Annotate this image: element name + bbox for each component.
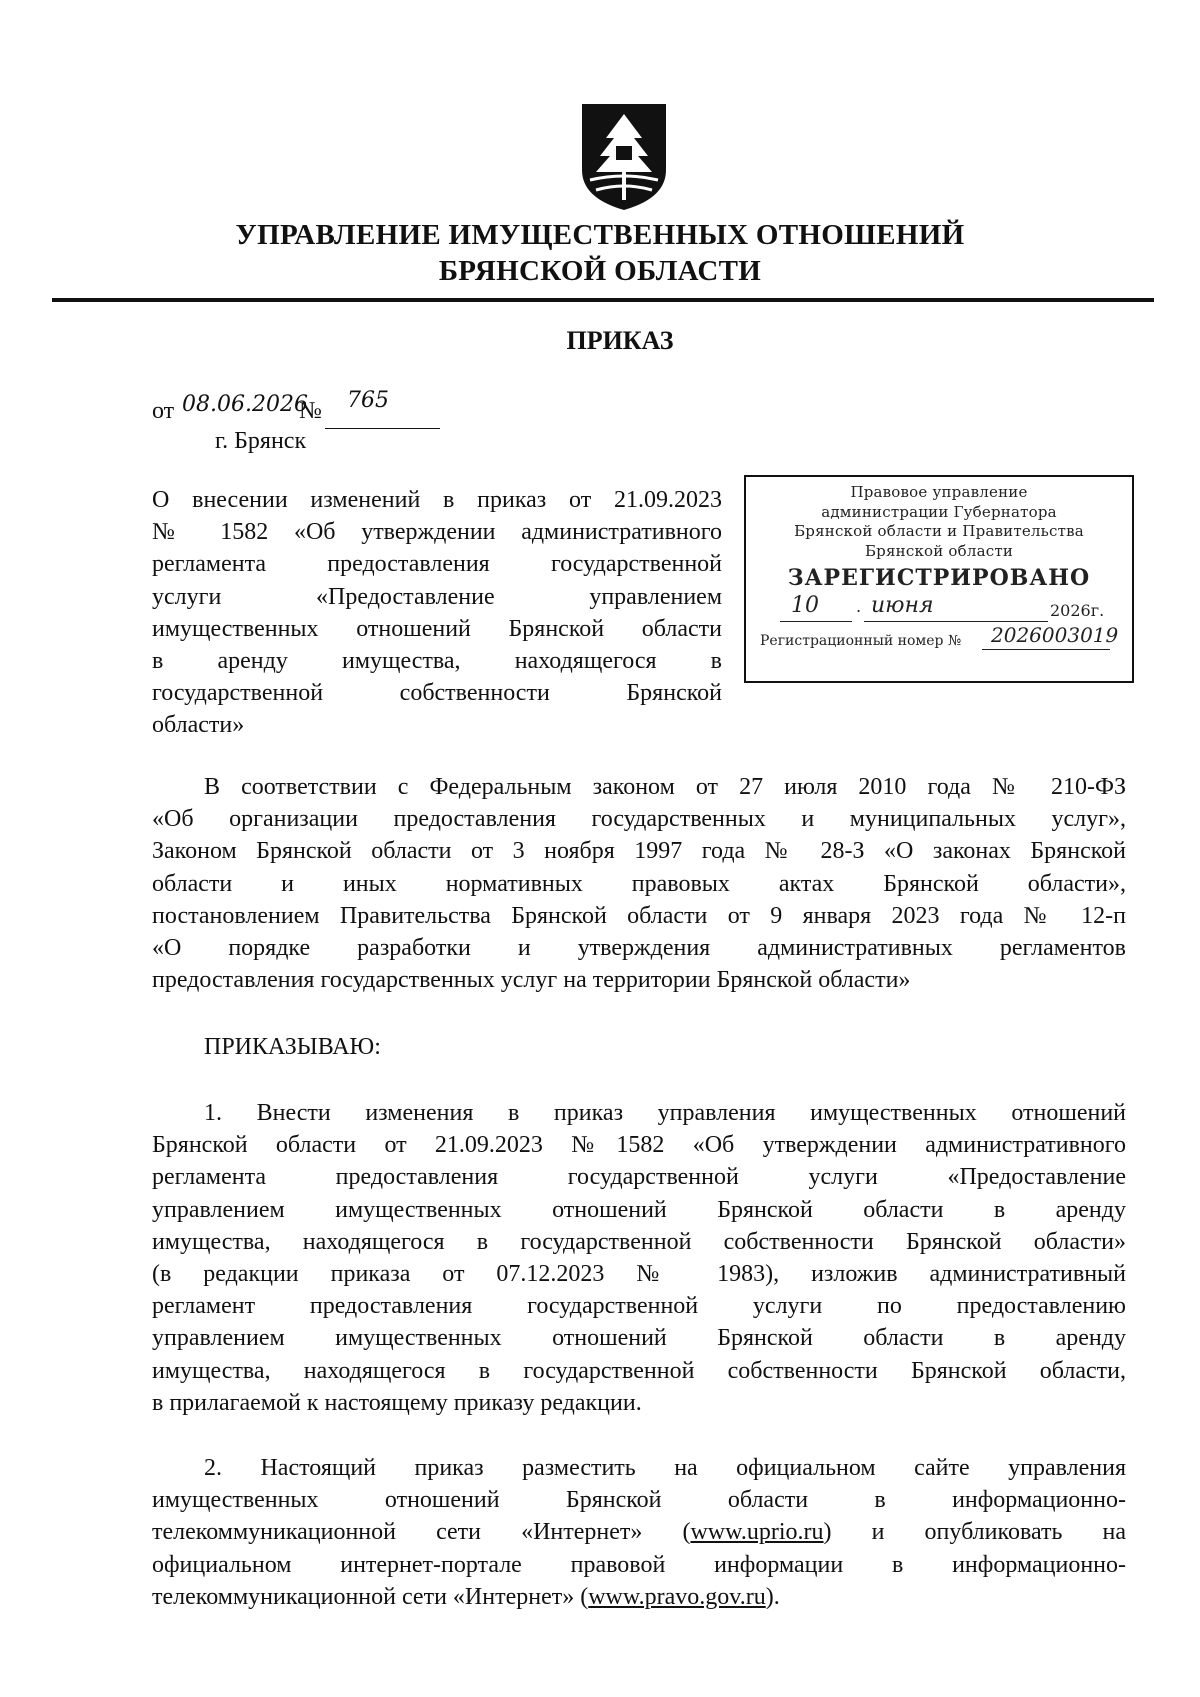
order-item-2 [152,1452,1126,1613]
subject-line: государственной собственности Брянской [152,680,722,707]
bryansk-coat-of-arms-icon [576,100,672,212]
stamp-handwritten-month: июня [871,593,934,618]
stamp-day-underline [780,621,852,622]
stamp-month-underline [864,621,1048,622]
stamp-regno-row [746,625,1132,653]
preamble-line: «Об организации предоставления государственных и муниципальных услуг», [152,806,1126,833]
stamp-handwritten-regno: 2026003019 [991,623,1119,647]
preamble-paragraph [152,771,1126,996]
date-prefix-label: от [152,398,175,424]
stamp-date-dot: . [856,597,862,616]
uprio-link[interactable]: www.uprio.ru [690,1519,824,1546]
handwritten-date: 08.06.2026 [182,392,308,417]
order-subject [152,484,722,742]
item1-line: управлением имущественных отношений Брянской области в аренду [152,1196,1126,1223]
subject-line: О внесении изменений в приказ от 21.09.2023 [152,487,722,513]
item2-text: ). [765,1583,780,1610]
item1-line: управлением имущественных отношений Брянской области в аренду [152,1325,1126,1352]
handwritten-order-number: 765 [347,388,389,413]
item1-line: (в редакции приказа от 07.12.2023 № 1983), изложив административный [152,1261,1126,1288]
preamble-line: постановлением Правительства Брянской области от 9 января 2023 года № 12-п [152,902,1126,929]
stamp-regno-label: Регистрационный номер № [760,633,962,649]
order-word: ПРИКАЗЫВАЮ: [204,1034,381,1060]
item2-text: телекоммуникационной сети «Интернет» ( [152,1519,691,1546]
document-type-title: ПРИКАЗ [566,326,674,355]
preamble-line: предоставления государственных услуг на территории Брянской области» [152,967,911,994]
item2-line [152,1581,1126,1613]
preamble-line: В соответствии с Федеральным законом от 27 июля 2010 года № 210-ФЗ [204,774,1126,800]
number-underline [325,428,440,429]
stamp-regno-underline [982,649,1110,650]
item2-line: имущественных отношений Брянской области в информационно- [152,1487,1126,1514]
item1-line: Брянской области от 21.09.2023 №1582 «Об утверждении административного [152,1132,1126,1159]
item1-line: имущества, находящегося в государственной собственности Брянской области, [152,1357,1126,1384]
item1-line: регламента предоставления государственной услуги «Предоставление [152,1164,1126,1191]
organization-name-line1: УПРАВЛЕНИЕ ИМУЩЕСТВЕННЫХ ОТНОШЕНИЙ [235,219,965,251]
stamp-date-row [746,591,1132,625]
item2-line [152,1516,1126,1548]
stamp-registered-label: ЗАРЕГИСТРИРОВАНО [787,565,1091,591]
preamble-line: области и иных нормативных правовых актах Брянской области», [152,870,1126,897]
item1-line: имущества, находящегося в государственной собственности Брянской области» [152,1228,1126,1255]
subject-line: в аренду имущества, находящегося в [152,648,722,675]
item2-line: 2. Настоящий приказ разместить на официальном сайте управления [204,1455,1126,1481]
stamp-line: Правовое управление [850,483,1028,501]
stamp-year: 2026г. [1050,601,1105,620]
stamp-line: Брянской области [864,541,1014,560]
number-label: № [299,398,322,424]
item2-line: официальном интернет-портале правовой информации в информационно- [152,1551,1126,1578]
order-item-1 [152,1097,1126,1419]
item2-text: ) и опубликовать на [823,1519,1126,1546]
subject-line: имущественных отношений Брянской области [152,615,722,642]
stamp-line: Брянской области и Правительства [794,522,1084,540]
stamp-handwritten-day: 10 [791,593,819,618]
subject-line: области» [152,712,245,739]
date-number-line [152,388,452,428]
item1-line: регламент предоставления государственной услуги по предоставлению [152,1293,1126,1320]
registration-stamp [744,475,1134,683]
subject-line: услуги «Предоставление управлением [152,583,722,610]
item1-line: в прилагаемой к настоящему приказу редакции. [152,1389,642,1416]
pravo-link[interactable]: www.pravo.gov.ru [588,1583,766,1610]
item2-text: телекоммуникационной сети «Интернет» ( [152,1583,589,1610]
header-divider [52,298,1154,302]
organization-name-line2: БРЯНСКОЙ ОБЛАСТИ [438,255,762,287]
subject-line: № 1582 «Об утверждении административного [152,519,722,546]
city-label: г. Брянск [215,428,307,454]
subject-line: регламента предоставления государственной [152,551,722,578]
preamble-line: Законом Брянской области от 3 ноября 1997 года № 28-З «О законах Брянской [152,838,1126,865]
stamp-line: администрации Губернатора [821,502,1057,521]
preamble-line: «О порядке разработки и утверждения административных регламентов [152,935,1126,962]
item1-line: 1. Внести изменения в приказ управления имущественных отношений [204,1100,1126,1126]
